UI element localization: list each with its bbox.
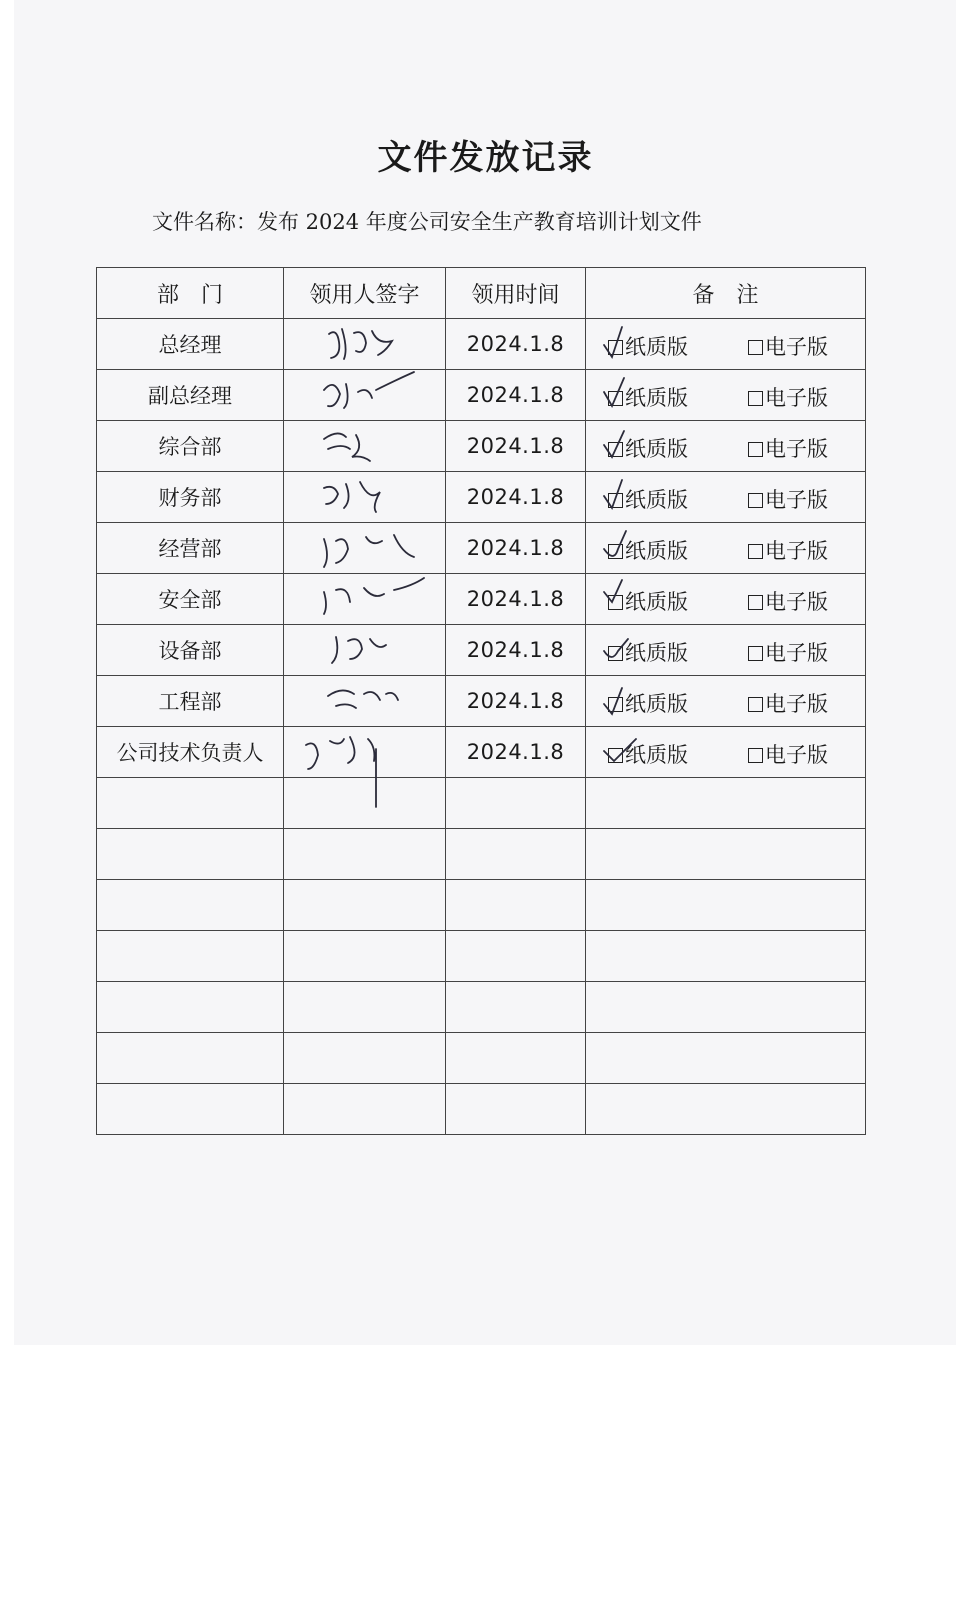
digital-version-label: 电子版 [765, 692, 828, 716]
empty-cell [284, 931, 446, 982]
empty-cell [284, 829, 446, 880]
remark-cell [586, 574, 866, 625]
date-cell: 2024.1.8 [446, 676, 586, 727]
empty-cell [284, 1084, 446, 1135]
department-cell: 工程部 [97, 676, 284, 727]
empty-table-row [97, 982, 866, 1033]
empty-cell [97, 931, 284, 982]
department-cell: 副总经理 [97, 370, 284, 421]
department-cell: 公司技术负责人 [97, 727, 284, 778]
digital-version-option [748, 535, 828, 565]
department-cell: 综合部 [97, 421, 284, 472]
digital-version-label: 电子版 [765, 590, 828, 614]
remark-cell [586, 676, 866, 727]
empty-cell [284, 778, 446, 829]
signature-cell [284, 574, 446, 625]
remark-cell [586, 727, 866, 778]
handwritten-check-icon [602, 425, 642, 465]
date-cell: 2024.1.8 [446, 625, 586, 676]
empty-cell [97, 982, 284, 1033]
empty-cell [446, 931, 586, 982]
paper-version-label: 纸质版 [625, 641, 688, 665]
empty-cell [284, 880, 446, 931]
handwritten-check-icon [602, 578, 642, 618]
signature-cell [284, 523, 446, 574]
remark-cell [586, 319, 866, 370]
remark-cell [586, 370, 866, 421]
empty-cell [446, 880, 586, 931]
paper-version-label: 纸质版 [625, 488, 688, 512]
table-row [97, 370, 866, 421]
paper-version-label: 纸质版 [625, 590, 688, 614]
signature-cell [284, 625, 446, 676]
handwritten-check-icon [602, 680, 642, 720]
handwritten-check-icon [602, 731, 642, 771]
paper-version-label: 纸质版 [625, 437, 688, 461]
signature-cell [284, 421, 446, 472]
empty-cell [586, 880, 866, 931]
digital-version-option [748, 739, 828, 769]
digital-version-option [748, 382, 828, 412]
signature-cell [284, 472, 446, 523]
digital-version-option [748, 433, 828, 463]
empty-cell [446, 982, 586, 1033]
header-signature: 领用人签字 [284, 268, 446, 319]
paper-version-label: 纸质版 [625, 335, 688, 359]
empty-table-row [97, 829, 866, 880]
paper-version-label: 纸质版 [625, 386, 688, 410]
department-cell: 经营部 [97, 523, 284, 574]
handwritten-signature [284, 472, 446, 522]
empty-cell [97, 829, 284, 880]
digital-version-option [748, 586, 828, 616]
department-cell: 财务部 [97, 472, 284, 523]
remark-cell [586, 472, 866, 523]
date-cell: 2024.1.8 [446, 421, 586, 472]
empty-table-row [97, 931, 866, 982]
digital-version-label: 电子版 [765, 743, 828, 767]
department-cell: 设备部 [97, 625, 284, 676]
signature-cell [284, 676, 446, 727]
remark-cell [586, 421, 866, 472]
table-row [97, 472, 866, 523]
remark-cell [586, 523, 866, 574]
handwritten-check-icon [602, 476, 642, 516]
handwritten-check-icon [602, 629, 642, 669]
signature-cell [284, 727, 446, 778]
handwritten-signature [284, 676, 446, 726]
table-row [97, 319, 866, 370]
empty-cell [97, 1033, 284, 1084]
empty-cell [586, 778, 866, 829]
empty-cell [284, 1033, 446, 1084]
empty-table-row [97, 1033, 866, 1084]
checkbox-icon [748, 493, 763, 508]
date-cell: 2024.1.8 [446, 370, 586, 421]
handwritten-signature [284, 319, 446, 369]
remark-cell [586, 625, 866, 676]
table-row [97, 727, 866, 778]
empty-cell [446, 1084, 586, 1135]
signature-cell [284, 370, 446, 421]
digital-version-option [748, 637, 828, 667]
date-cell: 2024.1.8 [446, 574, 586, 625]
empty-cell [97, 1084, 284, 1135]
checkbox-icon [748, 748, 763, 763]
empty-cell [446, 829, 586, 880]
empty-table-row [97, 778, 866, 829]
empty-cell [586, 931, 866, 982]
paper-version-label: 纸质版 [625, 743, 688, 767]
document-title: 文件发放记录 [377, 138, 594, 178]
department-cell: 安全部 [97, 574, 284, 625]
checkbox-icon [748, 595, 763, 610]
digital-version-label: 电子版 [765, 488, 828, 512]
digital-version-option [748, 331, 828, 361]
empty-table-row [97, 880, 866, 931]
handwritten-signature [284, 727, 446, 777]
paper-version-label: 纸质版 [625, 692, 688, 716]
table-row [97, 676, 866, 727]
handwritten-signature [284, 370, 446, 420]
table-row [97, 574, 866, 625]
header-date: 领用时间 [446, 268, 586, 319]
checkbox-icon [748, 544, 763, 559]
empty-cell [97, 880, 284, 931]
date-cell: 2024.1.8 [446, 472, 586, 523]
empty-cell [446, 778, 586, 829]
digital-version-label: 电子版 [765, 437, 828, 461]
table-header-row [97, 268, 866, 319]
distribution-record-table [96, 267, 866, 1135]
header-department: 部 门 [97, 268, 284, 319]
empty-cell [446, 1033, 586, 1084]
digital-version-label: 电子版 [765, 386, 828, 410]
table-row [97, 625, 866, 676]
handwritten-signature [284, 523, 446, 573]
file-name-line: 文件名称：发布 2024 年度公司安全生产教育培训计划文件 [152, 210, 702, 234]
checkbox-icon [748, 442, 763, 457]
digital-version-option [748, 688, 828, 718]
signature-cell [284, 319, 446, 370]
checkbox-icon [748, 697, 763, 712]
date-cell: 2024.1.8 [446, 319, 586, 370]
handwritten-check-icon [602, 527, 642, 567]
empty-cell [586, 829, 866, 880]
handwritten-signature [284, 625, 446, 675]
date-cell: 2024.1.8 [446, 727, 586, 778]
checkbox-icon [748, 340, 763, 355]
empty-cell [284, 982, 446, 1033]
paper-version-label: 纸质版 [625, 539, 688, 563]
header-remark: 备 注 [586, 268, 866, 319]
checkbox-icon [748, 391, 763, 406]
digital-version-label: 电子版 [765, 539, 828, 563]
empty-cell [586, 1033, 866, 1084]
empty-table-row [97, 1084, 866, 1135]
table-row [97, 523, 866, 574]
handwritten-check-icon [602, 323, 642, 363]
digital-version-label: 电子版 [765, 641, 828, 665]
empty-cell [586, 1084, 866, 1135]
table-row [97, 421, 866, 472]
digital-version-label: 电子版 [765, 335, 828, 359]
checkbox-icon [748, 646, 763, 661]
department-cell: 总经理 [97, 319, 284, 370]
digital-version-option [748, 484, 828, 514]
empty-cell [97, 778, 284, 829]
empty-cell [586, 982, 866, 1033]
handwritten-signature [284, 574, 446, 624]
handwritten-check-icon [602, 374, 642, 414]
date-cell: 2024.1.8 [446, 523, 586, 574]
handwritten-signature [284, 421, 446, 471]
